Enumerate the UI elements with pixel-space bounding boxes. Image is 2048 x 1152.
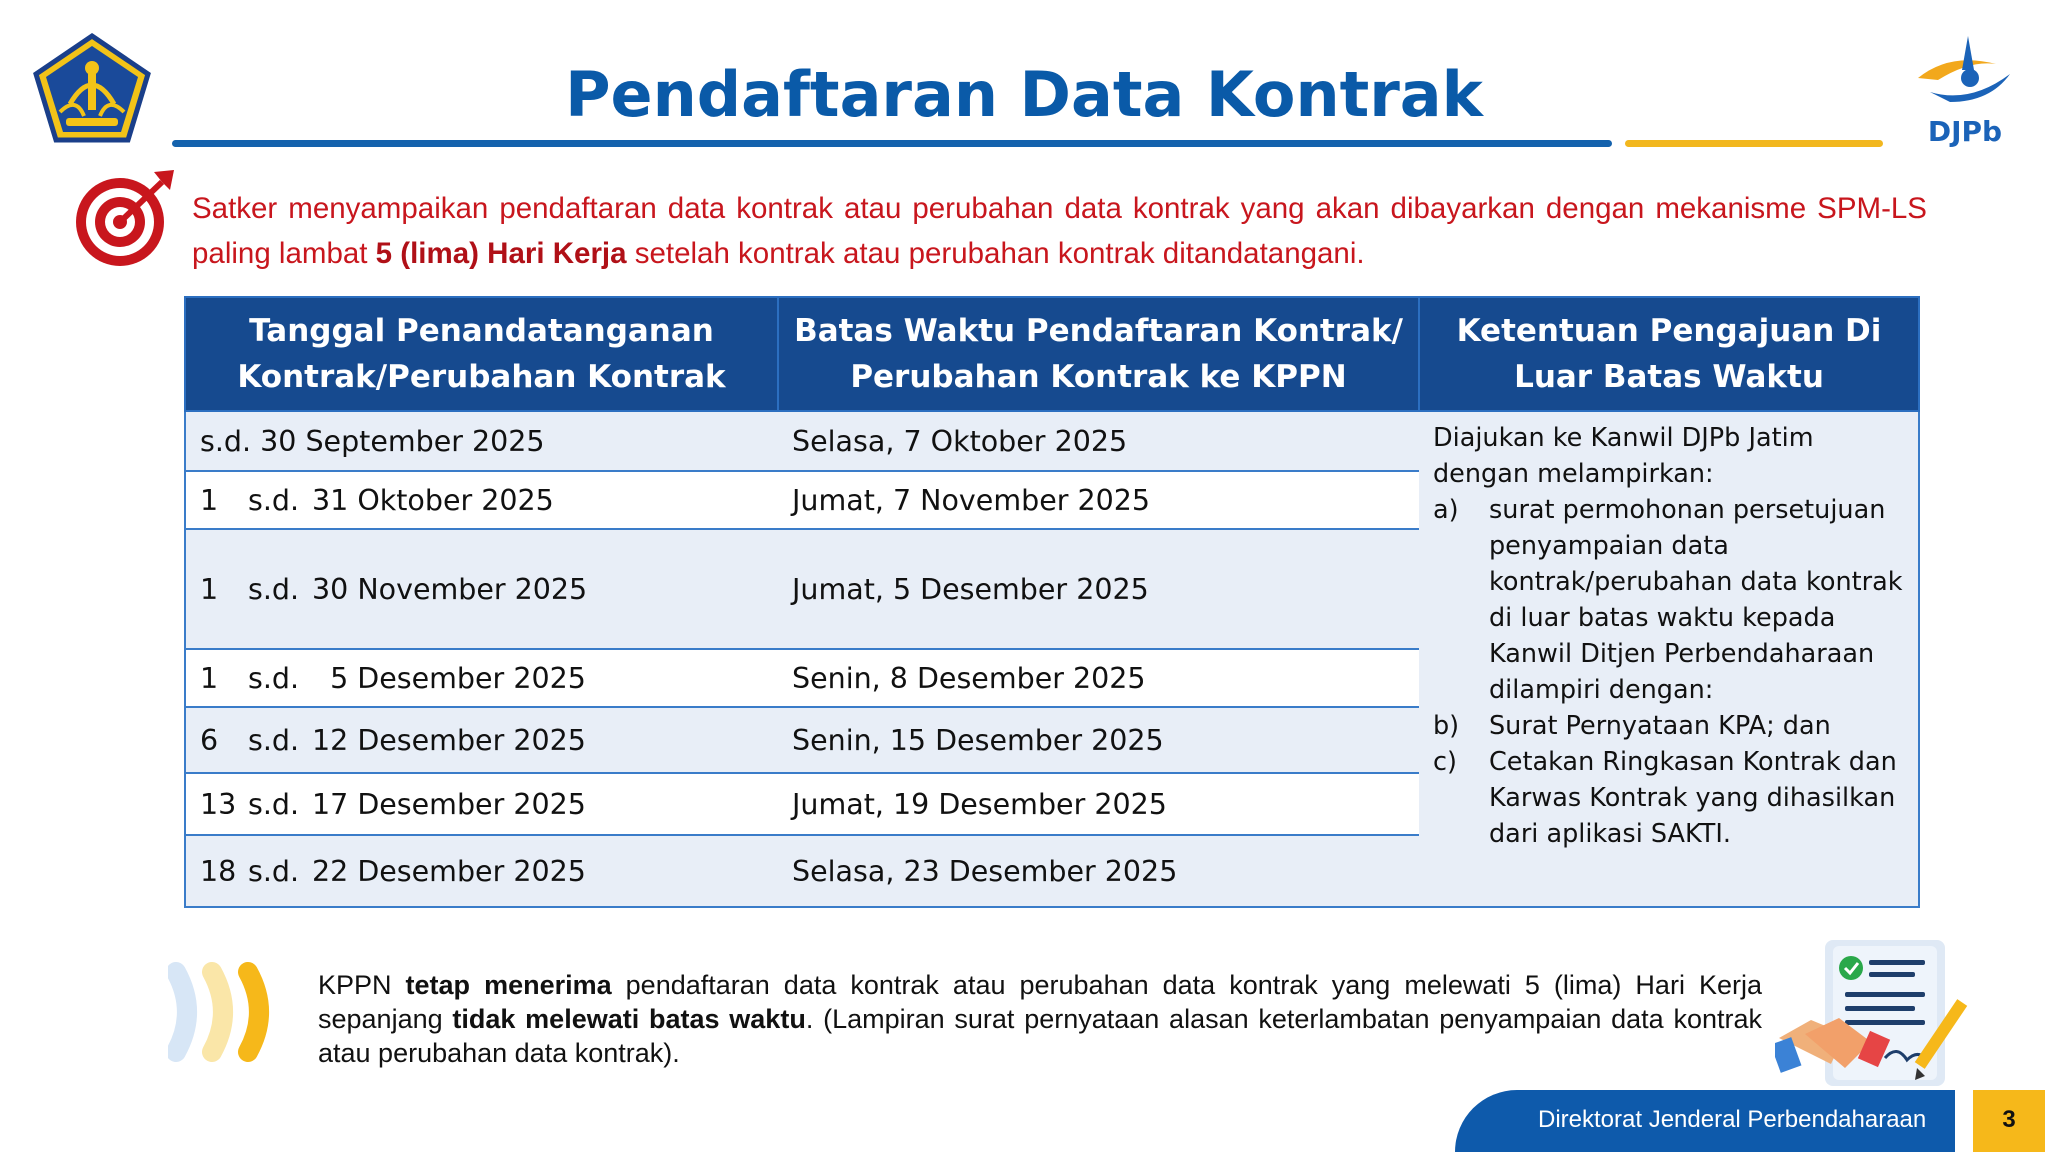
date-range-start: s.d. 30 September 2025 — [200, 424, 545, 458]
note-item — [1433, 744, 1910, 852]
date-range-sep: s.d. — [248, 572, 300, 606]
date-range-end: 17 Desember 2025 — [312, 787, 586, 821]
date-range-start: 13 — [200, 787, 237, 821]
footnote-part: KPPN — [318, 970, 406, 1000]
date-range-sep: s.d. — [248, 661, 300, 695]
deadline-cell: Jumat, 19 Desember 2025 — [778, 773, 1419, 835]
signing-date-cell — [185, 773, 778, 835]
intro-text-1: Satker menyampaikan pendaftaran data kontrak atau perubahan data kontrak yang akan dibayarkan dengan mekanisme SPM-LS paling lambat — [192, 192, 1927, 270]
page-number: 3 — [2002, 1106, 2016, 1133]
date-range-end: 30 November 2025 — [312, 572, 588, 606]
signing-date-cell — [185, 707, 778, 773]
signed-document-icon — [1775, 938, 1975, 1088]
date-range-start: 6 — [200, 723, 219, 757]
signing-date-cell — [185, 835, 778, 907]
col-header-late-submission-rules: Ketentuan Pengajuan Di Luar Batas Waktu — [1419, 297, 1919, 411]
date-range-start: 18 — [200, 854, 237, 888]
date-range-start: 1 — [200, 483, 219, 517]
deadline-cell: Jumat, 5 Desember 2025 — [778, 529, 1419, 649]
date-range-sep: s.d. — [248, 723, 300, 757]
title-underline-yellow — [1625, 140, 1883, 147]
footnote-bold: tetap menerima — [405, 970, 612, 1000]
date-range-end: 31 Oktober 2025 — [312, 483, 554, 517]
intro-bold-deadline: 5 (lima) Hari Kerja — [375, 237, 627, 270]
djpb-logo — [1910, 30, 2020, 150]
date-range-end: 12 Desember 2025 — [312, 723, 586, 757]
note-item-marker: b) — [1433, 711, 1460, 741]
djpb-logo-text: DJPb — [1927, 115, 2003, 148]
date-range-end: 22 Desember 2025 — [312, 854, 586, 888]
signing-date-cell — [185, 411, 778, 471]
footnote-text — [318, 968, 1762, 1070]
date-range-start: 1 — [200, 572, 219, 606]
date-range-sep: s.d. — [248, 854, 300, 888]
note-item-text: surat permohonan persetujuan penyampaian data kontrak/perubahan data kontrak di luar batas waktu kepada Kanwil Ditjen Perbendaharaan dilampiri dengan: — [1489, 495, 1903, 705]
footnote-bold: tidak melewati batas waktu — [452, 1004, 806, 1034]
late-submission-note — [1419, 411, 1919, 907]
deadline-cell: Senin, 15 Desember 2025 — [778, 707, 1419, 773]
contract-deadline-table — [184, 296, 1920, 908]
note-item — [1433, 708, 1910, 744]
signing-date-cell — [185, 471, 778, 529]
note-item — [1433, 492, 1910, 708]
signing-date-cell — [185, 649, 778, 707]
deadline-cell: Selasa, 23 Desember 2025 — [778, 835, 1419, 907]
note-item-marker: c) — [1433, 747, 1457, 777]
note-item-text: Cetakan Ringkasan Kontrak dan Karwas Kontrak yang dihasilkan dari aplikasi SAKTI. — [1489, 747, 1897, 849]
deadline-cell: Jumat, 7 November 2025 — [778, 471, 1419, 529]
note-intro: Diajukan ke Kanwil DJPb Jatim dengan melampirkan: — [1433, 423, 1814, 489]
intro-text-2: setelah kontrak atau perubahan kontrak ditandatangani. — [626, 237, 1365, 270]
target-icon — [70, 166, 180, 270]
table-row — [185, 411, 1919, 471]
date-range-sep: s.d. — [248, 483, 300, 517]
chevron-right-icon — [168, 962, 288, 1062]
date-range-sep: s.d. — [248, 787, 300, 821]
note-item-text: Surat Pernyataan KPA; dan — [1489, 711, 1831, 741]
deadline-cell: Selasa, 7 Oktober 2025 — [778, 411, 1419, 471]
col-header-signing-date: Tanggal Penandatanganan Kontrak/Perubahan Kontrak — [185, 297, 778, 411]
djpb-swoosh-icon — [1910, 30, 2020, 116]
note-item-marker: a) — [1433, 495, 1459, 525]
col-header-registration-deadline: Batas Waktu Pendaftaran Kontrak/ Perubahan Kontrak ke KPPN — [778, 297, 1419, 411]
footer-org-name: Direktorat Jenderal Perbendaharaan — [1538, 1106, 1927, 1133]
page-title: Pendaftaran Data Kontrak — [565, 58, 1483, 131]
footnote-part: . (Lampiran surat pernyataan alasan keterlambatan penyampaian data kontrak atau perubahan data kontrak). — [318, 1004, 1762, 1068]
footnote-part: pendaftaran data kontrak atau perubahan data kontrak yang melewati 5 (lima) Hari Kerja sepanjang — [318, 970, 1762, 1034]
intro-statement — [192, 186, 1927, 276]
deadline-cell: Senin, 8 Desember 2025 — [778, 649, 1419, 707]
signing-date-cell — [185, 529, 778, 649]
date-range-start: 1 — [200, 661, 219, 695]
table-header-row — [185, 297, 1919, 411]
title-underline-blue — [172, 140, 1612, 147]
date-range-end: 5 Desember 2025 — [312, 661, 586, 695]
